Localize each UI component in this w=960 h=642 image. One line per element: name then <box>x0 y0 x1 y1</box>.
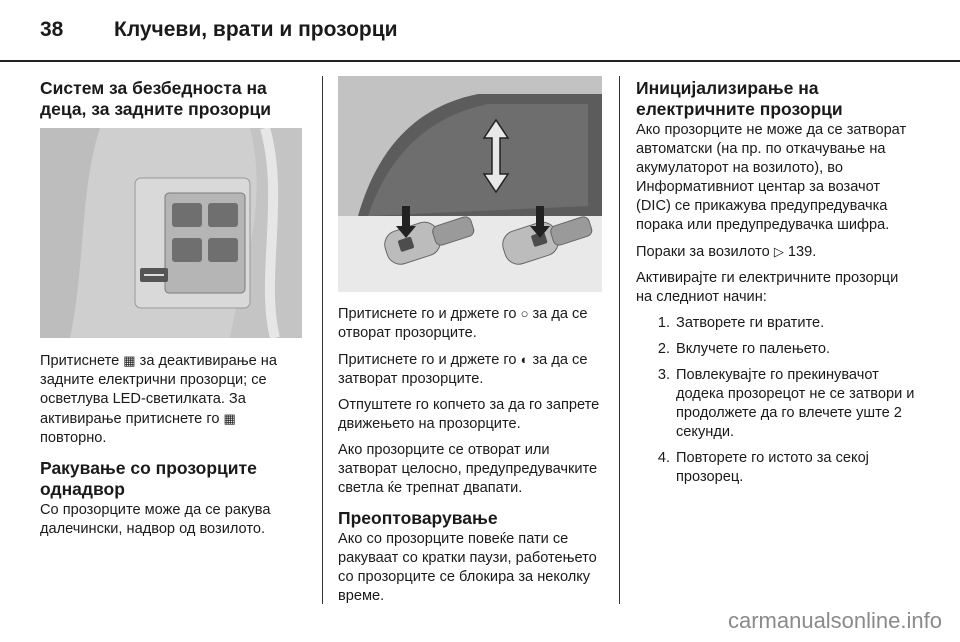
lock-icon: ◐ <box>520 352 529 367</box>
page-header <box>40 18 398 42</box>
list-item: 1. Затворете ги вратите. <box>657 315 825 331</box>
hazard-lights-paragraph: Ако прозорците се отворат или затворат целосно, предупредувачките светла ќе трепнат двапати. <box>338 442 598 496</box>
list-item: 3. Повлекувајте го прекинувачот додека прозорецот не се затвори и продолжете да го влечете уште 2 секунди. <box>657 367 915 440</box>
column-1 <box>40 78 308 121</box>
unlock-icon: ○ <box>520 306 529 321</box>
column-divider-1 <box>322 76 323 604</box>
vehicle-messages-reference: Пораки за возилото ▷ 139. <box>636 244 817 260</box>
section-heading-overload: Преоптоварување <box>338 508 498 528</box>
header-rule <box>0 60 960 62</box>
page-reference-arrow-icon: ▷ <box>773 244 784 259</box>
remote-windows-paragraph: Со прозорците може да се ракува далечински, надвор од возилото. <box>40 502 271 537</box>
column-3 <box>636 78 918 494</box>
column-divider-2 <box>619 76 620 604</box>
page-title: Клучеви, врати и прозорци <box>114 18 398 41</box>
initialize-intro-paragraph: Ако прозорците не може да се затворат автоматски (на пр. по откачување на акумулаторот на возилото), во Информативниот центар за возачот (DIC) се прикажува предупредувачка порака или предупредувачка шифра. <box>636 122 907 233</box>
list-item: 4. Повторете го истото за секој прозорец. <box>657 450 869 485</box>
list-item: 2. Вклучете го палењето. <box>657 341 831 357</box>
activate-windows-paragraph: Активирајте ги електричните прозорци на следниот начин: <box>636 270 899 305</box>
overload-paragraph: Ако со прозорците повеќе пати се ракуваат со кратки паузи, работењето со прозорците се блокира за неколку време. <box>338 531 597 604</box>
open-windows-paragraph: Притиснете го и држете го ○ за да се отворат прозорците. <box>338 306 588 341</box>
child-lock-icon: ▦ <box>123 353 136 368</box>
child-lock-paragraph: Притиснете ▦ за деактивирање на задните електрични прозорци; се осветлува LED-светилката. За активирање притиснете го ▦ повторно. <box>40 353 277 446</box>
steps-list <box>636 314 918 487</box>
watermark: carmanualsonline.info <box>727 608 942 633</box>
section-heading-child-safety: Систем за безбедноста на деца, за задните прозорци <box>40 78 272 119</box>
door-switch-figure <box>40 128 302 338</box>
column-2 <box>338 304 608 613</box>
release-paragraph: Отпуштете го копчето за да го запрете движењето на прозорците. <box>338 397 600 432</box>
child-lock-icon: ▦ <box>223 411 236 426</box>
column-1-body <box>40 351 306 546</box>
section-heading-initialize: Иницијализирање на електричните прозорци <box>636 78 843 119</box>
page-reference-link[interactable]: 139. <box>787 244 817 260</box>
remote-key-figure <box>338 76 602 292</box>
section-heading-remote-windows: Ракување со прозорците однадвор <box>40 458 257 499</box>
page-number: 38 <box>40 18 64 41</box>
close-windows-paragraph: Притиснете го и држете го ◐ за да се затворат прозорците. <box>338 352 588 387</box>
